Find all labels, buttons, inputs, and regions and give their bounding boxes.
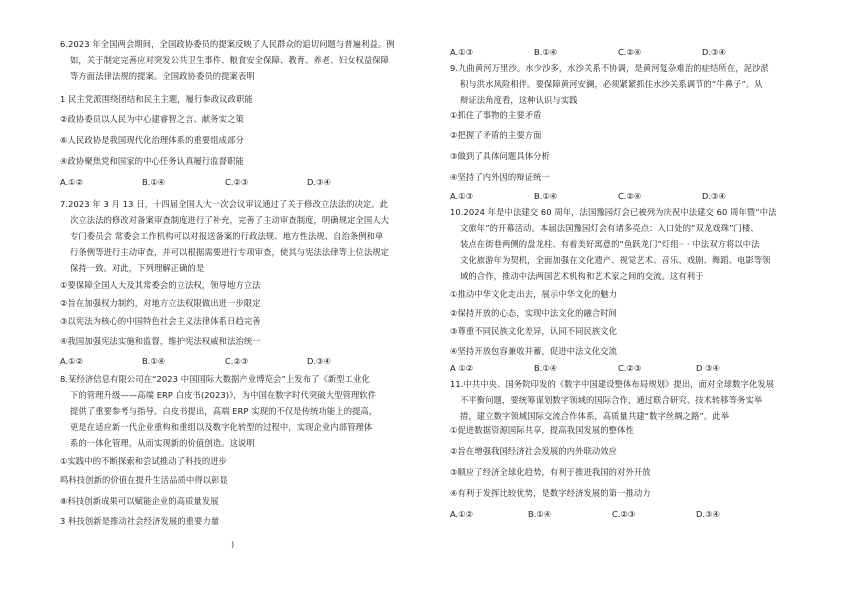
q9-statement: ④坚持了内外因的辩证统一 — [450, 172, 550, 182]
q9-statement: ②把握了矛盾的主要方面 — [450, 130, 542, 140]
q7-stem-line: 次立法法的修改对备案审查制度进行了补充，完善了主动审查制度，明确规定全国人大 — [70, 215, 390, 225]
q9-option-b[interactable]: B.①④ — [534, 191, 558, 201]
q8-option-d[interactable]: D.③④ — [702, 47, 726, 57]
q8-option-c[interactable]: C.②④ — [618, 47, 642, 57]
q10-stem-line: 10.2024 年是中法建交 60 周年，法国豫园灯会已被列为庆祝中法建交 60 周年暨“中法 — [450, 207, 777, 217]
q6-statement: 1 民主党派围绕团结和民主主题，履行参政议政职能 — [60, 94, 253, 104]
q10-option-b[interactable]: B.①④ — [534, 363, 558, 373]
q6-option-d[interactable]: D.③④ — [307, 177, 331, 187]
q6-option-b[interactable]: B.①④ — [142, 177, 166, 187]
q10-stem-line: 文化旅游年为契机，全面加强在文化遗产、视觉艺术、音乐、戏剧、舞蹈、电影等领 — [460, 255, 771, 265]
q11-option-b[interactable]: B.①④ — [528, 509, 552, 519]
q11-statement: ①促进数据资源国际共享，提高我国发展的整体性 — [450, 425, 634, 435]
q8-stem-line: 下的管理升级——高端 ERP 白皮书(2023)》，为中国在数字时代突破大型管理软件 — [70, 390, 377, 400]
q8-option-a[interactable]: A.①③ — [450, 47, 474, 57]
q8-statement: ⑧科技创新成果可以赋能企业的高质量发展 — [60, 496, 219, 506]
q7-statement: ②旨在加强权力制约，对地方立法权限做出进一步限定 — [60, 298, 261, 308]
q8-options — [450, 47, 810, 58]
q9-stem-line: 积与洪水风险相伴。要保障黄河安澜，必须紧紧抓住水沙关系调节的“牛鼻子”。从 — [460, 79, 763, 89]
q10-options — [450, 363, 810, 374]
q10-statement: ③尊重不同民族文化差异，认同不同民族文化 — [450, 326, 618, 336]
q7-option-c[interactable]: C.②③ — [225, 356, 249, 366]
q11-stem-line: 不平衡问题，要统筹谋划数字领域的国际合作，通过联合研究、技术转移等务实举 — [460, 395, 763, 405]
q9-option-c[interactable]: C.②④ — [618, 191, 642, 201]
q11-option-d[interactable]: D.③④ — [696, 509, 720, 519]
q6-option-c[interactable]: C.②③ — [225, 177, 249, 187]
q6-option-a[interactable]: A.①② — [60, 177, 84, 187]
q11-statement: ③顺应了经济全球化趋势，有利于推进我国的对外开放 — [450, 467, 651, 477]
q8-stem-line: 提供了重要参考与指导。白皮书提出，高端 ERP 实现的不仅是传统功能上的提高， — [70, 406, 378, 416]
q11-option-c[interactable]: C.②③ — [612, 509, 636, 519]
q8-option-b[interactable]: B.①④ — [534, 47, 558, 57]
q7-stem-line: 7.2023 年 3 月 13 日，十四届全国人大一次会议审议通过了关于修改立法法的决定。此 — [60, 199, 389, 209]
q9-option-a[interactable]: A.①③ — [450, 191, 474, 201]
q7-option-b[interactable]: B.①④ — [142, 356, 166, 366]
q9-option-d[interactable]: D.③④ — [702, 191, 726, 201]
q9-stem-line: 辩证法角度看，这种认识与实践 — [460, 95, 578, 105]
q8-statement: ①实践中的不断探索和尝试推动了科技的进步 — [60, 456, 228, 466]
q11-options — [450, 509, 810, 520]
q10-stem-line: 文旅年”的开幕活动。本届法国豫园灯会有诸多亮点：入口处的“双龙戏珠”门楼、 — [460, 223, 759, 233]
q7-option-a[interactable]: A.①② — [60, 356, 84, 366]
q6-options — [60, 177, 416, 188]
q8-stem-line: 更是在适应新一代企业重构和重组以及数字化转型的过程中，实现企业内部管理体 — [70, 422, 373, 432]
q8-statement: 3 科技创新是推动社会经济发展的重要力量 — [60, 516, 220, 526]
q9-stem-line: 9.九曲黄河万里沙。水少沙多，水沙关系不协调，是黄河复杂难治的症结所在，泥沙淤 — [450, 63, 769, 73]
q7-stem-line: 行条例等进行主动审查，并可以根据需要进行专项审查，使其与宪法法律等上位法规定 — [70, 247, 390, 257]
q7-option-d[interactable]: D.③④ — [307, 356, 331, 366]
q10-option-c[interactable]: C.②③ — [618, 363, 642, 373]
q7-statement: ①要保障全国人大及其常委会的立法权，领导地方立法 — [60, 280, 261, 290]
q7-statement: ③以宪法为核心的中国特色社会主义法律体系日趋完善 — [60, 316, 261, 326]
q6-statement: ④政协聚焦党和国家的中心任务认真履行监督职能 — [60, 156, 244, 166]
q11-statement: ②旨在增强我国经济社会发展的内外联动效应 — [450, 446, 618, 456]
q10-stem-line: 装点在街巷两侧的盘龙柱、有着美好寓意的“鱼跃龙门”灯组·· · 中法双方将以中法 — [460, 239, 760, 249]
q9-statement: ①抓住了事物的主要矛盾 — [450, 110, 542, 120]
q6-statement: ②政协委员以人民为中心建睿智之言、献务实之策 — [60, 114, 244, 124]
q10-statement: ④坚持开放包容兼收并蓄，促进中法文化交流 — [450, 346, 618, 356]
q6-statement: ⑥人民政协是我国现代化治理体系的重要组成部分 — [60, 135, 244, 145]
stray-mark: ) — [231, 540, 235, 549]
q11-statement: ④有利于发挥比较优势，是数字经济发展的第一推动力 — [450, 488, 651, 498]
q7-stem-line: 专门委员会 常委会工作机构可以对报送备案的行政法规、地方性法规、自治条例和单 — [70, 231, 384, 241]
q7-stem-line: 保持一致。对此，下列理解正确的是 — [70, 263, 205, 273]
q6-stem-line: 6.2023 年全国两会期间，全国政协委员的提案反映了人民群众的追切问题与普遍利益。例 — [60, 39, 395, 49]
q7-options — [60, 356, 416, 367]
q6-stem-line: 如，关于制定完善应对突发公共卫生事件、粮食安全保障、教育、养老、妇女权益保障 — [70, 55, 390, 65]
q11-stem-line: 11.中共中央、国务院印发的《数字中国建设整体布局规划》提出，面对全球数字化发展 — [450, 379, 775, 389]
q10-option-d[interactable]: D ③④ — [696, 363, 720, 373]
q8-stem-line: 系的一体化管理，从而实现新的价值创造。这说明 — [70, 438, 255, 448]
q11-option-a[interactable]: A.①② — [450, 509, 474, 519]
q6-stem-line: 等方面法律法规的提案。全国政协委员的提案表明 — [70, 71, 255, 81]
q10-statement: ①推动中华文化走出去，展示中华文化的魅力 — [450, 289, 618, 299]
q10-option-a[interactable]: A ①② — [450, 363, 474, 373]
q9-statement: ③做到了具体问题具体分析 — [450, 151, 550, 161]
q8-stem-line: 8.某经济信息有限公司在“2023 中国国际大数据产业博览会”上发布了《新型工业化 — [60, 374, 370, 384]
q10-stem-line: 域的合作，推动中法两国艺术机构和艺术家之间的交流。这有利于 — [460, 271, 704, 281]
q8-statement: 鸣科技创新的价值在提升生活品质中得以彰显 — [60, 475, 228, 485]
q7-statement: ④我国加强宪法实施和监督，维护宪法权威和法治统一 — [60, 336, 261, 346]
q11-stem-line: 措，建立数字领域国际交流合作体系，高质量共建“数字丝绸之路”。此举 — [460, 411, 730, 421]
q10-statement: ②保持开放的心态，实现中法文化的融合时间 — [450, 308, 618, 318]
q9-options — [450, 191, 810, 202]
